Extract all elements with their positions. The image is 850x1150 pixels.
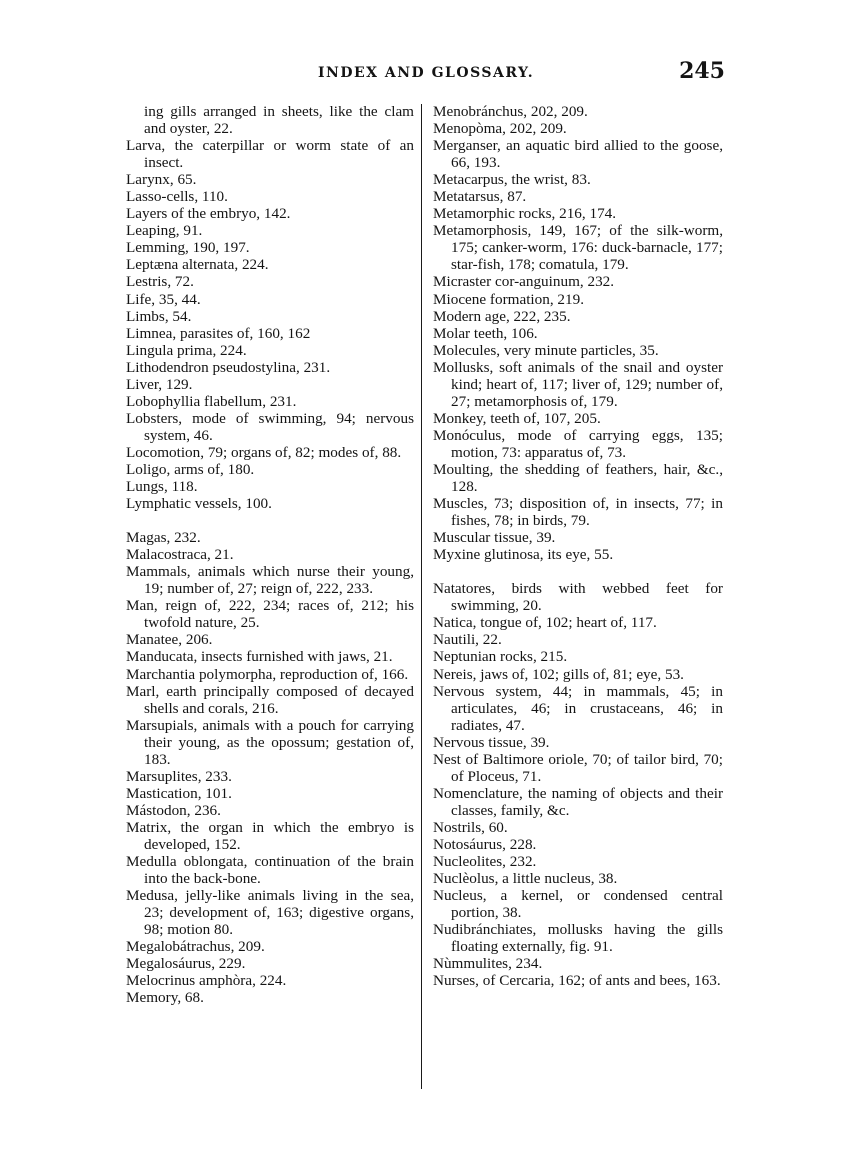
index-entry: Lasso-cells, 110.	[126, 188, 228, 206]
page-number: 245	[679, 58, 725, 84]
index-column-left	[126, 103, 414, 1006]
index-entry: Lithodendron pseudostylina, 231.	[126, 358, 331, 376]
index-entry: Modern age, 222, 235.	[433, 307, 571, 325]
index-entry: Lymphatic vessels, 100.	[126, 495, 272, 513]
index-entry: Nomenclature, the naming of objects and their classes, family, &c.	[433, 784, 723, 819]
index-entry: Marl, earth principally composed of decayed shells and corals, 216.	[126, 682, 414, 717]
index-entry: Lestris, 72.	[126, 273, 194, 291]
index-entry: Megalobátrachus, 209.	[126, 938, 265, 956]
index-entry: Life, 35, 44.	[126, 290, 201, 308]
index-entry: Lungs, 118.	[126, 478, 198, 496]
index-entry: Medusa, jelly-like animals living in the sea, 23; development of, 163; digestive organs, 98; motion 80.	[126, 887, 414, 939]
index-entry: Nuclèolus, a little nucleus, 38.	[433, 870, 618, 888]
index-entry: Lobsters, mode of swimming, 94; nervous system, 46.	[126, 409, 414, 444]
index-entry: Metamorphosis, 149, 167; of the silk-worm, 175; canker-worm, 176: duck-barnacle, 177; star-fish, 178; comatula, 179.	[433, 222, 723, 274]
index-entry: Magas, 232.	[126, 529, 201, 547]
index-entry: Muscles, 73; disposition of, in insects, 77; in fishes, 78; in birds, 79.	[433, 495, 723, 530]
index-entry: Mástodon, 236.	[126, 801, 221, 819]
index-entry: Melocrinus amphòra, 224.	[126, 972, 287, 990]
index-entry: Nucleus, a kernel, or condensed central portion, 38.	[433, 887, 723, 922]
index-entry: Leptæna alternata, 224.	[126, 256, 269, 274]
index-entry: Loligo, arms of, 180.	[126, 460, 255, 478]
index-entry: Metatarsus, 87.	[433, 188, 527, 206]
index-entry: Limnea, parasites of, 160, 162	[126, 324, 311, 342]
index-entry: Lobophyllia flabellum, 231.	[126, 392, 297, 410]
index-entry: Nereis, jaws of, 102; gills of, 81; eye, 53.	[433, 665, 684, 683]
index-entry: Metacarpus, the wrist, 83.	[433, 171, 591, 189]
index-entry: Mastication, 101.	[126, 784, 232, 802]
index-entry: Medulla oblongata, continuation of the brain into the back-bone.	[126, 853, 414, 888]
index-entry: Larynx, 65.	[126, 171, 197, 189]
index-entry: Nostrils, 60.	[433, 818, 508, 836]
index-entry: Locomotion, 79; organs of, 82; modes of, 88.	[126, 443, 402, 461]
index-entry: Marchantia polymorpha, reproduction of, 166.	[126, 665, 409, 683]
index-entry: Lingula prima, 224.	[126, 341, 247, 359]
index-entry: Molar teeth, 106.	[433, 324, 538, 342]
index-entry: Memory, 68.	[126, 989, 204, 1007]
index-entry: Nest of Baltimore oriole, 70; of tailor bird, 70; of Ploceus, 71.	[433, 750, 723, 785]
index-entry: Micraster cor-anguinum, 232.	[433, 273, 615, 291]
index-entry: Monóculus, mode of carrying eggs, 135; motion, 73: apparatus of, 73.	[433, 426, 723, 461]
section-gap	[126, 512, 414, 529]
index-entry: Miocene formation, 219.	[433, 290, 584, 308]
index-entry: Mollusks, soft animals of the snail and oyster kind; heart of, 117; liver of, 129; number of, 27; metamorphosis of, 179.	[433, 358, 723, 410]
index-entry: Monkey, teeth of, 107, 205.	[433, 409, 601, 427]
index-entry: Nucleolites, 232.	[433, 853, 537, 871]
index-entry: Metamorphic rocks, 216, 174.	[433, 205, 617, 223]
index-entry: Lemming, 190, 197.	[126, 239, 250, 257]
index-entry: Myxine glutinosa, its eye, 55.	[433, 546, 614, 564]
index-entry: Nautili, 22.	[433, 631, 502, 649]
index-entry: Malacostraca, 21.	[126, 546, 234, 564]
index-entry: Nurses, of Cercaria, 162; of ants and bees, 163.	[433, 972, 721, 990]
index-entry: ing gills arranged in sheets, like the clam and oyster, 22.	[144, 103, 414, 138]
index-entry: Marsupials, animals with a pouch for carrying their young, as the opossum; gestation of, 183.	[126, 716, 414, 768]
index-entry: Man, reign of, 222, 234; races of, 212; his twofold nature, 25.	[126, 597, 414, 632]
running-title: INDEX AND GLOSSARY.	[318, 65, 535, 81]
index-entry: Nervous tissue, 39.	[433, 733, 550, 751]
index-entry: Megalosáurus, 229.	[126, 955, 246, 973]
index-entry: Muscular tissue, 39.	[433, 529, 556, 547]
index-entry: Natica, tongue of, 102; heart of, 117.	[433, 614, 657, 632]
index-entry: Leaping, 91.	[126, 222, 203, 240]
index-entry: Neptunian rocks, 215.	[433, 648, 568, 666]
index-entry: Nudibránchiates, mollusks having the gills floating externally, fig. 91.	[433, 921, 723, 956]
index-entry: Manatee, 206.	[126, 631, 213, 649]
index-entry: Larva, the caterpillar or worm state of an insect.	[126, 137, 414, 172]
page-header	[120, 58, 725, 92]
index-entry: Notosáurus, 228.	[433, 835, 537, 853]
index-entry: Liver, 129.	[126, 375, 193, 393]
index-entry: Nùmmulites, 234.	[433, 955, 543, 973]
index-entry: Limbs, 54.	[126, 307, 192, 325]
index-entry: Merganser, an aquatic bird allied to the goose, 66, 193.	[433, 137, 723, 172]
index-entry: Matrix, the organ in which the embryo is developed, 152.	[126, 818, 414, 853]
column-divider	[421, 104, 422, 1089]
index-entry: Moulting, the shedding of feathers, hair, &c., 128.	[433, 460, 723, 496]
index-entry: Natatores, birds with webbed feet for swimming, 20.	[433, 580, 723, 615]
index-entry: Layers of the embryo, 142.	[126, 205, 291, 223]
index-entry: Mammals, animals which nurse their young, 19; number of, 27; reign of, 222, 233.	[126, 563, 414, 598]
section-gap	[433, 563, 723, 580]
index-entry: Manducata, insects furnished with jaws, 21.	[126, 648, 393, 666]
index-entry: Molecules, very minute particles, 35.	[433, 341, 659, 359]
index-entry: Nervous system, 44; in mammals, 45; in articulates, 46; in crustaceans, 46; in radiates, 47.	[433, 682, 723, 734]
index-entry: Menobránchus, 202, 209.	[433, 103, 588, 120]
index-entry: Menopòma, 202, 209.	[433, 120, 567, 138]
index-column-right	[433, 103, 723, 989]
index-entry: Marsuplites, 233.	[126, 767, 232, 785]
